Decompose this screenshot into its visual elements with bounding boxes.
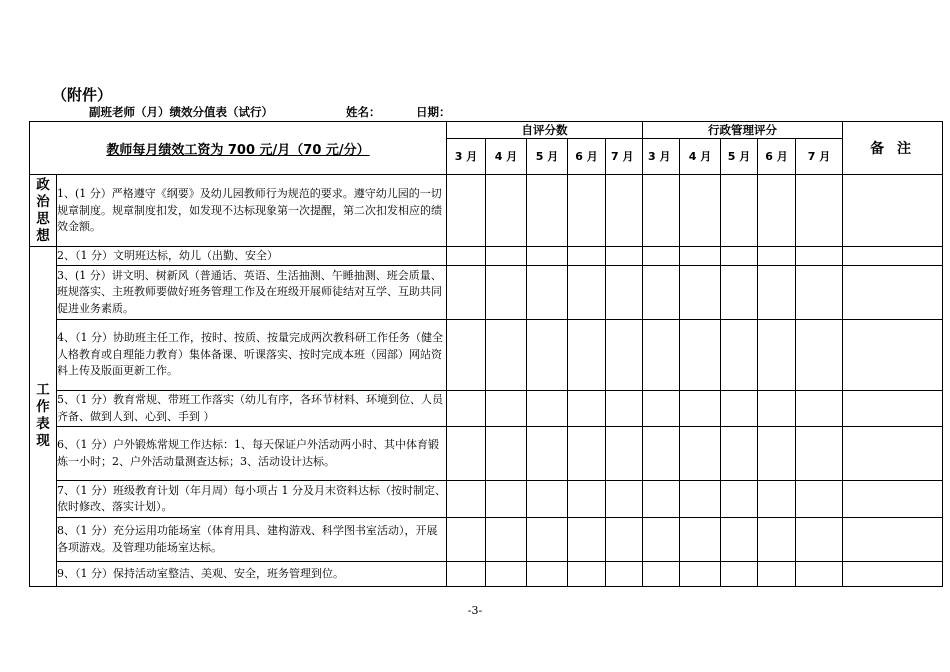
score-cell[interactable]	[486, 480, 527, 517]
criterion-text-8: 8、（1 分）充分运用功能场室（体育用具、建构游戏、科学图书室活动），开展各项游戏。及管理功能场室达标。	[57, 524, 438, 554]
score-cell[interactable]	[447, 319, 486, 390]
score-cell[interactable]	[486, 390, 527, 426]
score-cell[interactable]	[486, 247, 527, 266]
score-cell[interactable]	[606, 265, 643, 319]
score-cell[interactable]	[721, 480, 758, 517]
score-cell[interactable]	[447, 480, 486, 517]
score-cell[interactable]	[680, 426, 721, 480]
score-cell[interactable]	[680, 319, 721, 390]
table-row	[30, 517, 943, 561]
score-cell[interactable]	[643, 175, 680, 247]
score-cell[interactable]	[643, 561, 680, 586]
score-cell[interactable]	[643, 247, 680, 266]
score-cell[interactable]	[568, 561, 606, 586]
self-month-header: 6 月	[568, 139, 606, 175]
score-cell[interactable]	[568, 390, 606, 426]
self-month-header: 3 月	[447, 139, 486, 175]
score-cell[interactable]	[606, 390, 643, 426]
remarks-cell[interactable]	[843, 175, 943, 247]
category-political: 政治思想	[30, 175, 57, 247]
criterion-text-9: 9、（1 分）保持活动室整洁、美观、安全，班务管理到位。	[57, 566, 344, 580]
criterion-text	[57, 561, 447, 586]
remarks-cell[interactable]	[843, 426, 943, 480]
score-cell[interactable]	[527, 247, 568, 266]
score-cell[interactable]	[606, 517, 643, 561]
score-cell[interactable]	[758, 426, 796, 480]
criterion-text-5: 5、（1 分）教育常规、带班工作落实（幼儿有序，各环节材料、环境到位、人员齐备、做到人到、心到、手到 ）	[57, 393, 443, 423]
score-cell[interactable]	[721, 561, 758, 586]
score-cell[interactable]	[527, 426, 568, 480]
page-number: -3-	[467, 604, 483, 617]
score-cell[interactable]	[796, 426, 843, 480]
score-cell[interactable]	[447, 426, 486, 480]
score-cell[interactable]	[721, 265, 758, 319]
score-cell[interactable]	[527, 265, 568, 319]
score-cell[interactable]	[606, 561, 643, 586]
score-cell[interactable]	[527, 175, 568, 247]
admin-month-header: 4 月	[680, 139, 721, 175]
remarks-cell[interactable]	[843, 480, 943, 517]
criterion-text-6: 6、（1 分）户外锻炼常规工作达标：1、每天保证户外活动两小时、其中体育锻炼一小时；2、户外活动量测查达标；3、活动设计达标。	[57, 438, 439, 468]
criterion-text-3: 3、(1 分）讲文明、树新风（普通话、英语、生活抽测、午睡抽测、班会质量、班规落实、主班教师要做好班务管理工作及在班级开展师徒结对互学、互助共同促进业务素质。	[57, 268, 442, 315]
performance-score-table	[29, 121, 943, 587]
score-cell[interactable]	[606, 175, 643, 247]
self-month-header: 7 月	[606, 139, 643, 175]
score-cell[interactable]	[680, 175, 721, 247]
remarks-cell[interactable]	[843, 517, 943, 561]
remarks-cell[interactable]	[843, 265, 943, 319]
score-cell[interactable]	[447, 247, 486, 266]
criterion-text-2: 2、（1 分）文明班达标，幼儿（出勤、安全）	[57, 249, 278, 262]
criterion-text-1: 1、(1 分）严格遵守《纲要》及幼儿园教师行为规范的要求。遵守幼儿园的一切规章制度。规章制度扣发，如发现不达标现象第一次提醒，第二次扣发相应的绩效金额。	[57, 187, 442, 234]
score-cell[interactable]	[643, 390, 680, 426]
self-month-header: 4 月	[486, 139, 527, 175]
score-cell[interactable]	[568, 319, 606, 390]
criterion-text	[57, 480, 447, 517]
score-cell[interactable]	[643, 265, 680, 319]
self-month-header: 5 月	[527, 139, 568, 175]
score-cell[interactable]	[796, 390, 843, 426]
remarks-cell[interactable]	[843, 561, 943, 586]
admin-month-header: 3 月	[643, 139, 680, 175]
score-cell[interactable]	[796, 319, 843, 390]
score-cell[interactable]	[680, 390, 721, 426]
table-row	[30, 390, 943, 426]
score-cell[interactable]	[527, 390, 568, 426]
score-cell[interactable]	[721, 517, 758, 561]
score-cell[interactable]	[796, 247, 843, 266]
score-cell[interactable]	[568, 480, 606, 517]
score-cell[interactable]	[606, 426, 643, 480]
score-cell[interactable]	[447, 561, 486, 586]
score-cell[interactable]	[758, 480, 796, 517]
criterion-text	[57, 517, 447, 561]
score-cell[interactable]	[447, 517, 486, 561]
score-cell[interactable]	[606, 319, 643, 390]
date-label: 日期：	[416, 105, 451, 119]
score-cell[interactable]	[568, 517, 606, 561]
admin-score-header: 行政管理评分	[643, 122, 843, 139]
score-cell[interactable]	[680, 561, 721, 586]
criterion-text	[57, 265, 447, 319]
criterion-text	[57, 426, 447, 480]
score-cell[interactable]	[758, 319, 796, 390]
score-cell[interactable]	[486, 319, 527, 390]
score-cell[interactable]	[680, 517, 721, 561]
score-cell[interactable]	[721, 247, 758, 266]
score-cell[interactable]	[643, 480, 680, 517]
score-cell[interactable]	[486, 426, 527, 480]
main-header: 教师每月绩效工资为 700 元/月（70 元/分）	[106, 142, 370, 158]
score-cell[interactable]	[758, 561, 796, 586]
form-title: 副班老师（月）绩效分值表（试行）	[89, 105, 273, 119]
score-cell[interactable]	[721, 390, 758, 426]
score-cell[interactable]	[447, 390, 486, 426]
score-cell[interactable]	[758, 517, 796, 561]
admin-month-header: 5 月	[721, 139, 758, 175]
score-cell[interactable]	[447, 265, 486, 319]
score-cell[interactable]	[758, 175, 796, 247]
score-cell[interactable]	[796, 480, 843, 517]
admin-month-header: 7 月	[796, 139, 843, 175]
criterion-text-7: 7、（1 分）班级教育计划（年月周）每小项占 1 分及月末资料达标（按时制定、依时修改、落实计划）。	[57, 483, 446, 513]
remarks-cell[interactable]	[843, 319, 943, 390]
main-header-cell	[30, 122, 447, 175]
admin-month-header: 6 月	[758, 139, 796, 175]
score-cell[interactable]	[606, 247, 643, 266]
table-row	[30, 265, 943, 319]
score-cell[interactable]	[447, 175, 486, 247]
criterion-text	[57, 319, 447, 390]
score-cell[interactable]	[527, 480, 568, 517]
score-cell[interactable]	[527, 517, 568, 561]
score-cell[interactable]	[568, 247, 606, 266]
score-cell[interactable]	[643, 319, 680, 390]
score-cell[interactable]	[680, 265, 721, 319]
table-row	[30, 480, 943, 517]
table-row	[30, 175, 943, 247]
score-cell[interactable]	[486, 561, 527, 586]
attachment-label: （附件）	[52, 86, 113, 104]
score-cell[interactable]	[643, 517, 680, 561]
table-row	[30, 247, 943, 266]
self-score-header: 自评分数	[447, 122, 643, 139]
score-cell[interactable]	[527, 319, 568, 390]
score-cell[interactable]	[721, 319, 758, 390]
score-cell[interactable]	[721, 175, 758, 247]
score-cell[interactable]	[758, 265, 796, 319]
score-cell[interactable]	[568, 426, 606, 480]
score-cell[interactable]	[680, 480, 721, 517]
remarks-cell[interactable]	[843, 390, 943, 426]
table-row	[30, 561, 943, 586]
score-cell[interactable]	[721, 426, 758, 480]
score-cell[interactable]	[527, 561, 568, 586]
score-cell[interactable]	[758, 247, 796, 266]
score-cell[interactable]	[796, 561, 843, 586]
score-cell[interactable]	[486, 265, 527, 319]
remarks-cell[interactable]	[843, 247, 943, 266]
score-cell[interactable]	[643, 426, 680, 480]
criterion-text	[57, 390, 447, 426]
score-cell[interactable]	[486, 517, 527, 561]
criterion-text	[57, 247, 447, 266]
table-row	[30, 426, 943, 480]
criterion-text	[57, 175, 447, 247]
category-work: 工作表现	[30, 247, 57, 587]
score-cell[interactable]	[796, 517, 843, 561]
score-cell[interactable]	[680, 247, 721, 266]
criterion-text-4: 4、（1 分）协助班主任工作，按时、按质、按量完成两次教科研工作任务（健全人格教育或自理能力教育）集体备课、听课落实、按时完成本班（园部）网站资料上传及版面更新工作。	[57, 331, 443, 378]
score-cell[interactable]	[796, 265, 843, 319]
score-cell[interactable]	[568, 265, 606, 319]
score-cell[interactable]	[486, 175, 527, 247]
remarks-header: 备 注	[843, 122, 943, 175]
name-label: 姓名：	[346, 105, 381, 119]
score-cell[interactable]	[796, 175, 843, 247]
score-cell[interactable]	[606, 480, 643, 517]
score-cell[interactable]	[758, 390, 796, 426]
score-cell[interactable]	[568, 175, 606, 247]
table-row	[30, 319, 943, 390]
